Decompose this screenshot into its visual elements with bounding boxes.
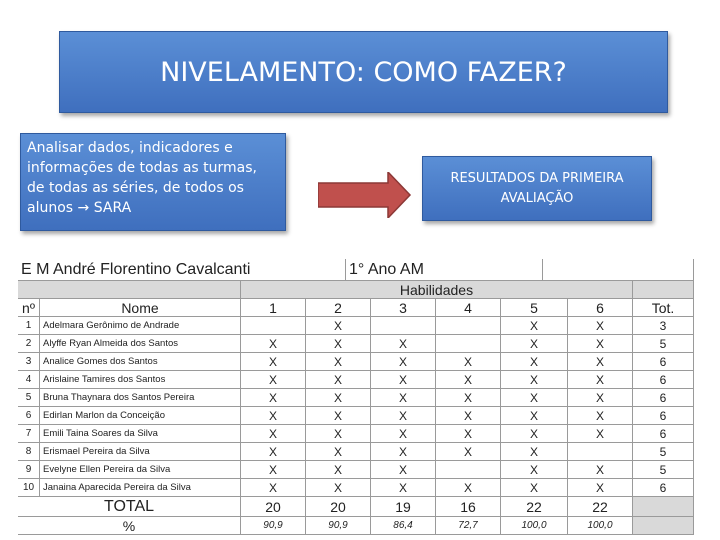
table-row [18, 371, 694, 389]
table-cell: X [568, 317, 633, 335]
table-cell: X [371, 371, 436, 389]
total-value: 22 [568, 497, 633, 517]
table-cell: X [371, 389, 436, 407]
spreadsheet [18, 259, 694, 537]
student-name: Arislaine Tamires dos Santos [40, 371, 241, 389]
habilidades-row [18, 281, 694, 299]
empty-cell [633, 497, 694, 517]
table-cell [436, 461, 501, 479]
table-cell: X [306, 479, 371, 497]
result-line: RESULTADOS DA PRIMEIRA [450, 170, 624, 186]
percent-value: 90,9 [241, 517, 306, 535]
slide-title: NIVELAMENTO: COMO FAZER? [160, 56, 567, 88]
row-number: 8 [18, 443, 40, 461]
row-number: 7 [18, 425, 40, 443]
habilidades-label: Habilidades [241, 281, 633, 299]
table-cell: 3 [633, 317, 694, 335]
table-cell: X [371, 353, 436, 371]
table-cell: X [371, 407, 436, 425]
table-cell: X [436, 407, 501, 425]
sara-label: SARA [93, 200, 132, 216]
percent-value: 90,9 [306, 517, 371, 535]
student-name: Bruna Thaynara dos Santos Pereira [40, 389, 241, 407]
table-cell: X [371, 479, 436, 497]
table-cell [568, 443, 633, 461]
percent-value: 100,0 [501, 517, 568, 535]
table-cell: 6 [633, 479, 694, 497]
table-cell: X [436, 443, 501, 461]
total-value: 19 [371, 497, 436, 517]
header-row [18, 299, 694, 317]
table-cell: X [371, 443, 436, 461]
table-cell: X [241, 425, 306, 443]
table-cell: X [306, 317, 371, 335]
table-cell: X [568, 425, 633, 443]
row-number: 5 [18, 389, 40, 407]
empty-cell [633, 517, 694, 535]
student-name: Emili Taina Soares da Silva [40, 425, 241, 443]
table-cell [241, 317, 306, 335]
student-name: Edirlan Marlon da Conceição [40, 407, 241, 425]
table-cell: X [568, 389, 633, 407]
table-cell: X [306, 407, 371, 425]
table-cell: X [501, 371, 568, 389]
table-cell: X [568, 353, 633, 371]
table-cell: X [436, 353, 501, 371]
table-row [18, 353, 694, 371]
column-header: 4 [436, 299, 501, 317]
result-line: AVALIAÇÃO [500, 190, 574, 206]
table-cell: X [241, 371, 306, 389]
empty-cell [543, 259, 694, 281]
result-box [422, 156, 652, 221]
table-cell: X [371, 461, 436, 479]
table-cell: 6 [633, 353, 694, 371]
right-arrow-icon [318, 172, 412, 218]
table-cell: X [241, 407, 306, 425]
class-name: 1° Ano AM [346, 259, 543, 281]
table-cell: X [306, 389, 371, 407]
table-cell: X [501, 479, 568, 497]
row-number: 10 [18, 479, 40, 497]
info-line: alunos [27, 200, 74, 216]
table-cell: 5 [633, 443, 694, 461]
column-header: 6 [568, 299, 633, 317]
column-header: 1 [241, 299, 306, 317]
info-line: de todas as séries, de todos os [27, 180, 244, 196]
total-value: 20 [241, 497, 306, 517]
column-header: nº [18, 299, 40, 317]
total-value: 22 [501, 497, 568, 517]
table-cell: X [501, 425, 568, 443]
total-value: 20 [306, 497, 371, 517]
percent-value: 100,0 [568, 517, 633, 535]
student-name: Erismael Pereira da Silva [40, 443, 241, 461]
table-cell: X [501, 335, 568, 353]
table-cell: 6 [633, 389, 694, 407]
table-cell: X [241, 353, 306, 371]
student-name: Janaina Aparecida Pereira da Silva [40, 479, 241, 497]
table-cell: X [241, 389, 306, 407]
table-cell: X [501, 317, 568, 335]
table-cell: X [241, 479, 306, 497]
table-row [18, 335, 694, 353]
table-cell: X [568, 407, 633, 425]
table-cell: X [436, 371, 501, 389]
table-cell: X [501, 443, 568, 461]
table-cell: X [436, 479, 501, 497]
column-header: 3 [371, 299, 436, 317]
row-number: 3 [18, 353, 40, 371]
table-cell: X [306, 443, 371, 461]
percent-label: % [18, 517, 241, 535]
table-cell: X [501, 353, 568, 371]
info-line: Analisar dados, indicadores e [27, 140, 233, 156]
total-label: TOTAL [18, 497, 241, 517]
table-cell: X [371, 425, 436, 443]
school-row [18, 259, 694, 281]
table-cell: 5 [633, 461, 694, 479]
row-number: 1 [18, 317, 40, 335]
empty-cell [633, 281, 694, 299]
table-row [18, 479, 694, 497]
table-cell [371, 317, 436, 335]
percent-value: 72,7 [436, 517, 501, 535]
student-name: Adelmara Gerônimo de Andrade [40, 317, 241, 335]
right-arrow-icon: → [77, 200, 90, 216]
percent-row [18, 517, 694, 535]
table-cell: X [306, 371, 371, 389]
table-cell: X [568, 461, 633, 479]
empty-cell [18, 281, 241, 299]
row-number: 6 [18, 407, 40, 425]
table-row [18, 407, 694, 425]
student-name: Analice Gomes dos Santos [40, 353, 241, 371]
table-cell: X [306, 353, 371, 371]
table-cell: X [306, 461, 371, 479]
table-cell: X [306, 425, 371, 443]
table-cell: X [241, 461, 306, 479]
school-name: E M André Florentino Cavalcanti [18, 259, 346, 281]
table-row [18, 443, 694, 461]
student-name: Alyffe Ryan Almeida dos Santos [40, 335, 241, 353]
table-cell: X [371, 335, 436, 353]
row-number: 2 [18, 335, 40, 353]
column-header: 5 [501, 299, 568, 317]
table-row [18, 317, 694, 335]
percent-value: 86,4 [371, 517, 436, 535]
table-cell: 6 [633, 371, 694, 389]
table-row [18, 389, 694, 407]
table-cell: 5 [633, 335, 694, 353]
table-row [18, 461, 694, 479]
table-cell: X [306, 335, 371, 353]
row-number: 9 [18, 461, 40, 479]
row-number: 4 [18, 371, 40, 389]
table-cell [436, 317, 501, 335]
table-row [18, 425, 694, 443]
table-cell: 6 [633, 407, 694, 425]
student-name: Evelyne Ellen Pereira da Silva [40, 461, 241, 479]
title-box [59, 31, 668, 113]
table-cell: X [241, 443, 306, 461]
column-header: 2 [306, 299, 371, 317]
table-cell: X [241, 335, 306, 353]
total-value: 16 [436, 497, 501, 517]
table-cell: X [501, 461, 568, 479]
total-row [18, 497, 694, 517]
table-cell: X [436, 389, 501, 407]
table-cell: X [568, 335, 633, 353]
table-cell: X [436, 425, 501, 443]
info-line-last [27, 198, 279, 218]
column-header: Nome [40, 299, 241, 317]
table-cell: 6 [633, 425, 694, 443]
table-cell: X [501, 389, 568, 407]
info-box [20, 133, 286, 231]
column-header: Tot. [633, 299, 694, 317]
table-cell [436, 335, 501, 353]
table-cell: X [568, 479, 633, 497]
table-cell: X [568, 371, 633, 389]
info-line: informações de todas as turmas, [27, 160, 257, 176]
table-cell: X [501, 407, 568, 425]
